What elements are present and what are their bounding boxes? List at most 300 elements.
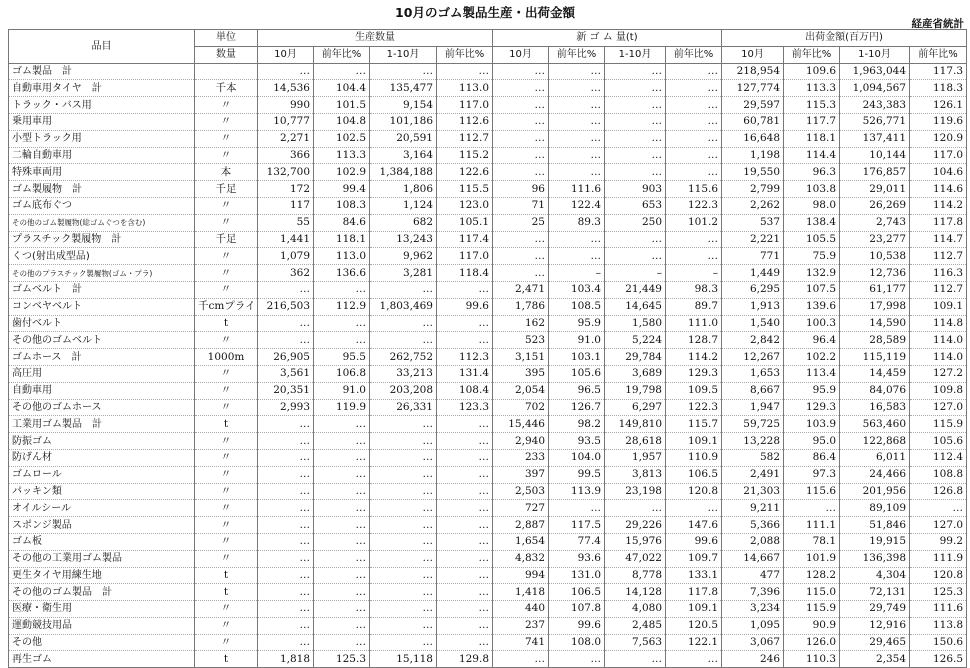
cell-rub-oct-yoy: 93.5 [549, 433, 605, 450]
table-row [9, 617, 967, 634]
row-unit: 千足 [195, 231, 258, 248]
cell-ship-ytd: 29,749 [840, 601, 910, 618]
table-row [9, 80, 967, 97]
table-row [9, 500, 967, 517]
cell-ship-oct-yoy: 102.2 [784, 349, 840, 366]
cell-ship-ytd: 16,583 [840, 399, 910, 416]
cell-ship-oct-yoy: 100.3 [784, 315, 840, 332]
cell-rub-ytd-yoy: 129.3 [666, 365, 722, 382]
row-item-name: ゴムベルト 計 [9, 281, 195, 298]
cell-ship-ytd-yoy: 99.2 [910, 533, 967, 550]
row-unit: 本 [195, 164, 258, 181]
cell-ship-oct-yoy: 98.0 [784, 197, 840, 214]
cell-prod-ytd: … [370, 533, 437, 550]
cell-rub-ytd: … [605, 651, 666, 668]
cell-prod-ytd-yoy: 113.0 [437, 80, 493, 97]
cell-ship-ytd-yoy: 126.8 [910, 483, 967, 500]
cell-rub-ytd-yoy: 101.2 [666, 214, 722, 231]
cell-prod-oct-yoy: … [314, 449, 370, 466]
row-item-name: 高圧用 [9, 365, 195, 382]
cell-prod-ytd-yoy: … [437, 517, 493, 534]
cell-prod-oct-yoy: … [314, 433, 370, 450]
cell-ship-ytd-yoy: 112.4 [910, 449, 967, 466]
table-row [9, 634, 967, 651]
cell-prod-ytd: … [370, 433, 437, 450]
cell-ship-ytd: 12,916 [840, 617, 910, 634]
cell-ship-ytd: 12,736 [840, 265, 910, 282]
cell-ship-ytd-yoy: 119.6 [910, 113, 967, 130]
cell-prod-oct: 216,503 [258, 298, 314, 315]
cell-prod-ytd-yoy: … [437, 483, 493, 500]
cell-prod-ytd: 135,477 [370, 80, 437, 97]
cell-rub-ytd: 7,563 [605, 634, 666, 651]
cell-rub-ytd-yoy: … [666, 231, 722, 248]
cell-prod-ytd-yoy: 123.3 [437, 399, 493, 416]
cell-prod-oct: 2,993 [258, 399, 314, 416]
cell-prod-ytd-yoy: 122.6 [437, 164, 493, 181]
cell-prod-oct-yoy: 104.4 [314, 80, 370, 97]
cell-ship-ytd: 89,109 [840, 500, 910, 517]
cell-rub-oct-yoy: … [549, 147, 605, 164]
row-unit: t [195, 315, 258, 332]
cell-rub-oct-yoy: 98.2 [549, 416, 605, 433]
cell-prod-oct: 2,271 [258, 130, 314, 147]
statistics-table [8, 29, 967, 668]
cell-ship-ytd: 243,383 [840, 97, 910, 114]
row-unit: 〃 [195, 248, 258, 265]
cell-prod-oct: … [258, 500, 314, 517]
row-item-name: 更生タイヤ用練生地 [9, 567, 195, 584]
cell-prod-ytd-yoy: … [437, 449, 493, 466]
cell-prod-ytd: … [370, 281, 437, 298]
cell-ship-oct: 59,725 [722, 416, 784, 433]
cell-rub-oct: 1,654 [493, 533, 549, 550]
cell-prod-oct: … [258, 634, 314, 651]
cell-prod-oct-yoy: … [314, 617, 370, 634]
header-sub-cell: 前年比% [910, 46, 967, 63]
table-row [9, 147, 967, 164]
cell-prod-ytd-yoy: … [437, 533, 493, 550]
cell-ship-oct-yoy: … [784, 500, 840, 517]
table-row [9, 517, 967, 534]
cell-ship-ytd: 526,771 [840, 113, 910, 130]
cell-ship-ytd-yoy: 150.6 [910, 634, 967, 651]
cell-ship-ytd-yoy: 127.2 [910, 365, 967, 382]
table-row [9, 533, 967, 550]
cell-ship-oct: 127,774 [722, 80, 784, 97]
cell-ship-ytd: 115,119 [840, 349, 910, 366]
cell-rub-oct-yoy: … [549, 80, 605, 97]
cell-prod-oct: … [258, 617, 314, 634]
cell-rub-oct-yoy: 105.6 [549, 365, 605, 382]
cell-prod-oct-yoy: 106.8 [314, 365, 370, 382]
cell-rub-oct-yoy: 107.8 [549, 601, 605, 618]
cell-ship-oct: 16,648 [722, 130, 784, 147]
cell-ship-ytd-yoy: 111.6 [910, 601, 967, 618]
cell-rub-ytd-yoy: … [666, 63, 722, 80]
cell-rub-ytd: … [605, 231, 666, 248]
cell-prod-ytd-yoy: 131.4 [437, 365, 493, 382]
cell-rub-oct-yoy: 103.4 [549, 281, 605, 298]
cell-ship-ytd: 10,538 [840, 248, 910, 265]
cell-prod-ytd: … [370, 617, 437, 634]
cell-ship-oct-yoy: 109.6 [784, 63, 840, 80]
cell-ship-oct-yoy: 129.3 [784, 399, 840, 416]
cell-prod-oct: … [258, 63, 314, 80]
row-unit: 千本 [195, 80, 258, 97]
cell-ship-ytd-yoy: 108.8 [910, 466, 967, 483]
cell-ship-oct-yoy: 95.9 [784, 382, 840, 399]
cell-prod-oct: 1,079 [258, 248, 314, 265]
cell-prod-oct-yoy: … [314, 550, 370, 567]
row-unit: 〃 [195, 365, 258, 382]
cell-rub-oct-yoy: 106.5 [549, 584, 605, 601]
cell-rub-oct-yoy: 117.5 [549, 517, 605, 534]
cell-ship-oct: 1,540 [722, 315, 784, 332]
cell-prod-ytd: 3,281 [370, 265, 437, 282]
cell-prod-oct-yoy: 101.5 [314, 97, 370, 114]
cell-rub-oct: … [493, 97, 549, 114]
row-unit: 〃 [195, 500, 258, 517]
cell-rub-ytd: … [605, 147, 666, 164]
cell-rub-ytd-yoy: 122.3 [666, 399, 722, 416]
cell-rub-ytd: … [605, 248, 666, 265]
row-unit: 〃 [195, 550, 258, 567]
cell-ship-ytd: 23,277 [840, 231, 910, 248]
cell-prod-oct-yoy: 104.8 [314, 113, 370, 130]
cell-prod-ytd: 33,213 [370, 365, 437, 382]
cell-rub-oct-yoy: … [549, 500, 605, 517]
table-row [9, 483, 967, 500]
cell-ship-oct-yoy: 96.3 [784, 164, 840, 181]
cell-ship-oct-yoy: 103.9 [784, 416, 840, 433]
cell-ship-ytd-yoy: 112.7 [910, 281, 967, 298]
row-item-name: その他のゴムホース [9, 399, 195, 416]
header-sub-cell: 10月 [722, 46, 784, 63]
cell-rub-oct: 15,446 [493, 416, 549, 433]
cell-rub-oct: 96 [493, 181, 549, 198]
cell-prod-oct: … [258, 332, 314, 349]
cell-prod-oct: 1,441 [258, 231, 314, 248]
cell-rub-ytd-yoy: 122.3 [666, 197, 722, 214]
table-row [9, 197, 967, 214]
cell-ship-oct: 7,396 [722, 584, 784, 601]
cell-prod-ytd-yoy: 129.8 [437, 651, 493, 668]
row-unit: 〃 [195, 617, 258, 634]
table-row [9, 550, 967, 567]
header-new-rubber: 新 ゴ ム 量(t) [493, 30, 722, 47]
cell-ship-ytd-yoy: 127.0 [910, 517, 967, 534]
cell-rub-ytd-yoy: 128.7 [666, 332, 722, 349]
cell-prod-ytd: … [370, 416, 437, 433]
cell-rub-oct-yoy: – [549, 265, 605, 282]
cell-ship-oct-yoy: 128.2 [784, 567, 840, 584]
cell-prod-oct-yoy: 99.4 [314, 181, 370, 198]
cell-ship-oct-yoy: 115.0 [784, 584, 840, 601]
table-row [9, 399, 967, 416]
cell-ship-ytd-yoy: 105.6 [910, 433, 967, 450]
cell-rub-ytd: 3,813 [605, 466, 666, 483]
cell-ship-ytd: 2,743 [840, 214, 910, 231]
cell-prod-oct: 366 [258, 147, 314, 164]
cell-ship-ytd-yoy: 117.8 [910, 214, 967, 231]
cell-rub-oct: 523 [493, 332, 549, 349]
cell-ship-oct: 14,667 [722, 550, 784, 567]
cell-ship-ytd-yoy: 114.7 [910, 231, 967, 248]
cell-ship-oct: 2,491 [722, 466, 784, 483]
cell-prod-ytd-yoy: 117.0 [437, 248, 493, 265]
cell-rub-ytd-yoy: 133.1 [666, 567, 722, 584]
cell-prod-ytd: … [370, 584, 437, 601]
cell-ship-ytd: 137,411 [840, 130, 910, 147]
cell-rub-ytd-yoy: 110.9 [666, 449, 722, 466]
cell-rub-oct: … [493, 80, 549, 97]
cell-rub-ytd: … [605, 80, 666, 97]
cell-prod-oct-yoy: … [314, 281, 370, 298]
cell-prod-oct: … [258, 433, 314, 450]
row-item-name: ゴム製履物 計 [9, 181, 195, 198]
cell-prod-oct-yoy: 113.0 [314, 248, 370, 265]
cell-ship-oct: 12,267 [722, 349, 784, 366]
cell-rub-oct-yoy: 96.5 [549, 382, 605, 399]
cell-rub-ytd: 28,618 [605, 433, 666, 450]
row-item-name: 運動競技用品 [9, 617, 195, 634]
cell-rub-oct: 2,503 [493, 483, 549, 500]
cell-ship-oct-yoy: 111.1 [784, 517, 840, 534]
cell-rub-ytd-yoy: … [666, 97, 722, 114]
table-row [9, 567, 967, 584]
row-item-name: 歯付ベルト [9, 315, 195, 332]
cell-prod-oct: 3,561 [258, 365, 314, 382]
row-item-name: 特殊車両用 [9, 164, 195, 181]
cell-ship-ytd-yoy: 109.8 [910, 382, 967, 399]
cell-rub-oct: 440 [493, 601, 549, 618]
cell-rub-ytd-yoy: 109.1 [666, 433, 722, 450]
cell-ship-oct-yoy: 86.4 [784, 449, 840, 466]
cell-prod-ytd: … [370, 567, 437, 584]
cell-prod-ytd-yoy: 117.0 [437, 97, 493, 114]
cell-rub-oct-yoy: … [549, 231, 605, 248]
cell-ship-oct: 477 [722, 567, 784, 584]
row-item-name: その他 [9, 634, 195, 651]
cell-ship-oct-yoy: 113.4 [784, 365, 840, 382]
cell-rub-oct: … [493, 164, 549, 181]
cell-rub-ytd: … [605, 113, 666, 130]
row-item-name: その他のゴム製品 計 [9, 584, 195, 601]
cell-rub-oct-yoy: … [549, 113, 605, 130]
cell-prod-oct-yoy: … [314, 517, 370, 534]
cell-ship-ytd: 1,963,044 [840, 63, 910, 80]
cell-rub-ytd: 903 [605, 181, 666, 198]
cell-rub-ytd-yoy: 115.7 [666, 416, 722, 433]
cell-ship-ytd-yoy: 111.9 [910, 550, 967, 567]
table-row [9, 63, 967, 80]
table-row [9, 601, 967, 618]
row-item-name: 乗用車用 [9, 113, 195, 130]
row-unit: 〃 [195, 517, 258, 534]
cell-prod-oct-yoy: … [314, 601, 370, 618]
cell-prod-ytd-yoy: … [437, 567, 493, 584]
cell-prod-ytd: 3,164 [370, 147, 437, 164]
cell-ship-oct: 1,198 [722, 147, 784, 164]
row-item-name: その他のゴムベルト [9, 332, 195, 349]
cell-prod-oct-yoy: 118.1 [314, 231, 370, 248]
cell-rub-oct-yoy: 113.9 [549, 483, 605, 500]
cell-prod-oct-yoy: 119.9 [314, 399, 370, 416]
cell-prod-ytd-yoy: … [437, 433, 493, 450]
row-unit: t [195, 651, 258, 668]
cell-rub-ytd: … [605, 164, 666, 181]
cell-rub-ytd: 4,080 [605, 601, 666, 618]
cell-rub-oct: 162 [493, 315, 549, 332]
cell-rub-ytd-yoy: … [666, 130, 722, 147]
row-item-name: 防振ゴム [9, 433, 195, 450]
cell-rub-ytd: 3,689 [605, 365, 666, 382]
row-item-name: ゴムホース 計 [9, 349, 195, 366]
cell-ship-ytd-yoy: 114.2 [910, 197, 967, 214]
cell-prod-oct: … [258, 483, 314, 500]
table-row [9, 231, 967, 248]
header-sub-cell: 1-10月 [370, 46, 437, 63]
cell-ship-ytd: 122,868 [840, 433, 910, 450]
row-item-name: ゴム板 [9, 533, 195, 550]
cell-prod-oct: … [258, 315, 314, 332]
cell-ship-oct-yoy: 107.5 [784, 281, 840, 298]
row-item-name: ゴムロール [9, 466, 195, 483]
cell-rub-oct: … [493, 248, 549, 265]
table-body [9, 63, 967, 668]
cell-ship-ytd: 72,131 [840, 584, 910, 601]
cell-prod-oct-yoy: … [314, 533, 370, 550]
table-row [9, 382, 967, 399]
table-row [9, 298, 967, 315]
cell-rub-oct-yoy: … [549, 63, 605, 80]
row-unit: 〃 [195, 466, 258, 483]
cell-ship-oct-yoy: 113.3 [784, 80, 840, 97]
cell-ship-ytd-yoy: 114.6 [910, 181, 967, 198]
cell-ship-oct: 8,667 [722, 382, 784, 399]
cell-prod-ytd: 101,186 [370, 113, 437, 130]
cell-rub-ytd-yoy: … [666, 248, 722, 265]
cell-ship-oct-yoy: 118.1 [784, 130, 840, 147]
cell-prod-ytd-yoy: 118.4 [437, 265, 493, 282]
cell-rub-ytd-yoy: – [666, 265, 722, 282]
header-sub-cell: 前年比% [666, 46, 722, 63]
row-unit: 〃 [195, 147, 258, 164]
cell-prod-ytd: … [370, 466, 437, 483]
cell-ship-oct-yoy: 126.0 [784, 634, 840, 651]
cell-ship-ytd-yoy: 117.0 [910, 147, 967, 164]
cell-ship-ytd: 14,459 [840, 365, 910, 382]
cell-rub-ytd: 23,198 [605, 483, 666, 500]
cell-prod-ytd: … [370, 634, 437, 651]
cell-ship-ytd-yoy: 113.8 [910, 617, 967, 634]
row-unit: 1000m [195, 349, 258, 366]
cell-rub-ytd-yoy: … [666, 113, 722, 130]
cell-rub-oct: 397 [493, 466, 549, 483]
header-sub-cell: 10月 [258, 46, 314, 63]
cell-rub-oct-yoy: … [549, 130, 605, 147]
cell-ship-oct-yoy: 101.9 [784, 550, 840, 567]
cell-prod-oct-yoy: 113.3 [314, 147, 370, 164]
cell-ship-oct-yoy: 117.7 [784, 113, 840, 130]
cell-prod-ytd-yoy: 115.5 [437, 181, 493, 198]
cell-prod-ytd-yoy: 117.4 [437, 231, 493, 248]
cell-ship-ytd: 29,011 [840, 181, 910, 198]
table-row [9, 164, 967, 181]
cell-prod-ytd: … [370, 550, 437, 567]
row-item-name: 自動車用タイヤ 計 [9, 80, 195, 97]
cell-rub-ytd: … [605, 500, 666, 517]
cell-prod-ytd: 1,384,188 [370, 164, 437, 181]
cell-ship-ytd-yoy: 125.3 [910, 584, 967, 601]
cell-rub-oct-yoy: 131.0 [549, 567, 605, 584]
cell-prod-ytd-yoy: … [437, 466, 493, 483]
cell-rub-ytd-yoy: … [666, 651, 722, 668]
cell-prod-oct: 1,818 [258, 651, 314, 668]
cell-ship-oct: 2,842 [722, 332, 784, 349]
cell-rub-oct: 237 [493, 617, 549, 634]
cell-prod-oct-yoy: 112.9 [314, 298, 370, 315]
cell-rub-ytd-yoy: 111.0 [666, 315, 722, 332]
cell-rub-ytd-yoy: 122.1 [666, 634, 722, 651]
cell-ship-ytd-yoy: 114.0 [910, 349, 967, 366]
cell-prod-oct-yoy: 95.5 [314, 349, 370, 366]
header-item: 品目 [9, 30, 195, 64]
cell-rub-ytd: 29,226 [605, 517, 666, 534]
row-item-name: ゴム製品 計 [9, 63, 195, 80]
row-unit: t [195, 416, 258, 433]
cell-prod-oct-yoy: … [314, 332, 370, 349]
cell-rub-oct: … [493, 130, 549, 147]
cell-rub-ytd-yoy: 114.2 [666, 349, 722, 366]
cell-rub-oct-yoy: 103.1 [549, 349, 605, 366]
row-unit: 〃 [195, 113, 258, 130]
table-row [9, 214, 967, 231]
cell-rub-oct: … [493, 265, 549, 282]
cell-ship-oct: 3,067 [722, 634, 784, 651]
cell-rub-oct: 2,471 [493, 281, 549, 298]
cell-prod-ytd: 9,962 [370, 248, 437, 265]
cell-ship-oct: 246 [722, 651, 784, 668]
cell-rub-oct-yoy: 99.6 [549, 617, 605, 634]
cell-ship-oct: 2,221 [722, 231, 784, 248]
cell-ship-ytd-yoy: 109.1 [910, 298, 967, 315]
row-unit: 〃 [195, 483, 258, 500]
row-unit: 千cmプライ [195, 298, 258, 315]
cell-prod-oct: 172 [258, 181, 314, 198]
table-row [9, 281, 967, 298]
table-row [9, 97, 967, 114]
cell-rub-oct-yoy: 93.6 [549, 550, 605, 567]
row-unit: 〃 [195, 449, 258, 466]
row-unit: 〃 [195, 382, 258, 399]
cell-ship-ytd: 14,590 [840, 315, 910, 332]
cell-rub-oct-yoy: … [549, 248, 605, 265]
cell-ship-ytd-yoy: 127.0 [910, 399, 967, 416]
cell-prod-oct-yoy: 136.6 [314, 265, 370, 282]
header-sub-cell: 前年比% [784, 46, 840, 63]
table-row [9, 433, 967, 450]
table-row [9, 332, 967, 349]
cell-prod-oct-yoy: 108.3 [314, 197, 370, 214]
row-unit: 〃 [195, 634, 258, 651]
cell-rub-ytd: 14,128 [605, 584, 666, 601]
cell-prod-ytd-yoy: … [437, 634, 493, 651]
cell-rub-ytd: … [605, 63, 666, 80]
cell-ship-oct-yoy: 95.0 [784, 433, 840, 450]
cell-ship-ytd-yoy: 116.3 [910, 265, 967, 282]
